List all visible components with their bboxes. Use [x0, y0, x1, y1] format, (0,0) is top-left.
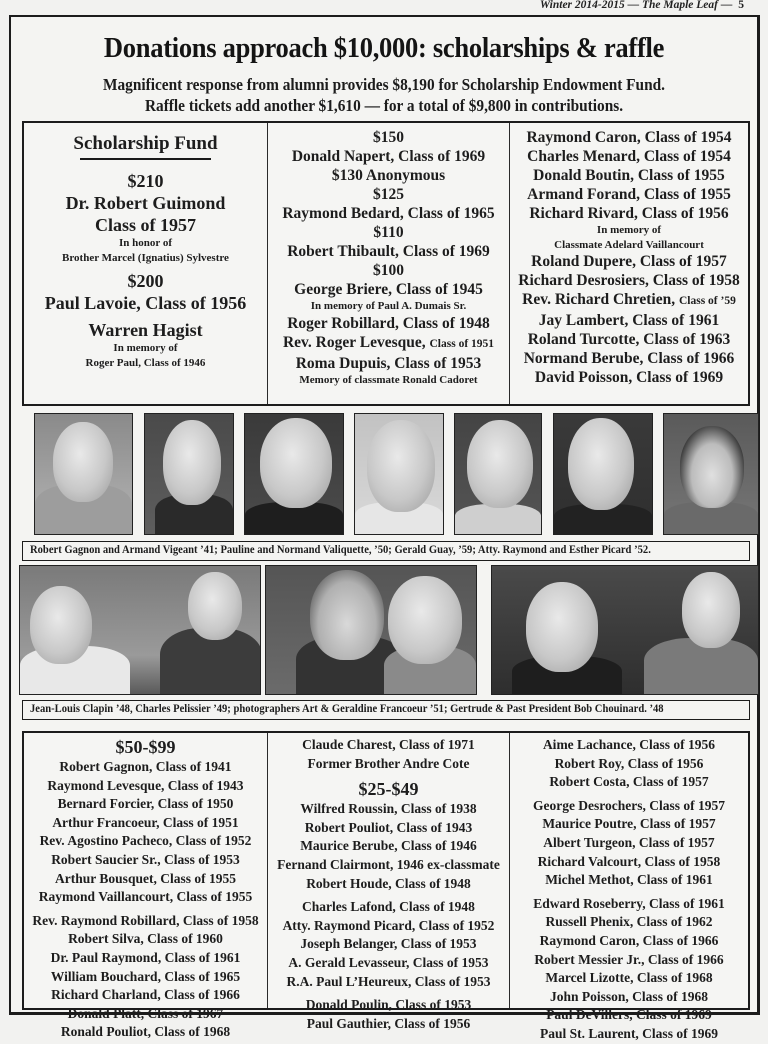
entry-text: Donald Napert, Class of 1969	[291, 148, 486, 165]
entry-text: Joseph Belanger, Class of 1953	[300, 936, 477, 952]
entry-text: Atty. Raymond Picard, Class of 1952	[282, 917, 495, 933]
dedication-note	[510, 223, 748, 238]
donor-entry	[268, 147, 509, 166]
entry-text: Richard Charland, Class of 1966	[51, 987, 240, 1003]
photo-row-1	[22, 413, 750, 535]
entry-text: Michel Methot, Class of 1961	[545, 872, 713, 888]
entry-text: Fernand Clairmont, 1946 ex-classmate	[277, 856, 500, 872]
donor-entry	[268, 819, 509, 838]
scholarship-col-1	[24, 123, 267, 404]
article-frame	[9, 15, 760, 1041]
entry-text: $100	[373, 262, 404, 279]
donor-entry	[510, 1025, 748, 1044]
entry-text: A. Gerald Levasseur, Class of 1953	[288, 954, 489, 970]
entry-text: Raymond Levesque, Class of 1943	[47, 777, 244, 793]
donor-entry	[510, 895, 748, 914]
donor-entry	[24, 832, 267, 851]
donor-guimond-class: Class of 1957	[94, 215, 196, 235]
photo-clapin-pelissier	[19, 565, 261, 695]
entry-text: $50-$99	[115, 737, 176, 757]
photo-row-2	[22, 565, 750, 695]
entry-text: Armand Forand, Class of 1955	[527, 186, 731, 203]
entry-text: Classmate Adelard Vaillancourt	[554, 238, 704, 251]
entry-text: Memory of classmate Ronald Cadoret	[299, 373, 478, 386]
entry-text: Paul DeVillers, Class of 1969	[546, 1007, 712, 1023]
entry-text: Bernard Forcier, Class of 1950	[57, 796, 234, 812]
dedication-note	[510, 238, 748, 253]
donor-col-3	[509, 733, 748, 1041]
running-head	[540, 0, 744, 11]
running-head-text: Winter 2014-2015 — The Maple Leaf —	[539, 0, 733, 11]
entry-text: Raymond Bedard, Class of 1965	[282, 205, 495, 222]
entry-text: Charles Lafond, Class of 1948	[302, 899, 475, 915]
scholarship-fund-box	[22, 121, 750, 406]
entry-text: Marcel Lizotte, Class of 1968	[545, 970, 713, 986]
title-rule	[80, 158, 211, 160]
entry-text: Former Brother Andre Cote	[307, 755, 470, 771]
donor-col-1	[24, 733, 267, 1040]
entry-text: Robert Silva, Class of 1960	[68, 931, 223, 947]
donor-entry	[510, 755, 748, 774]
donor-entry	[510, 166, 748, 185]
donor-entry	[510, 834, 748, 853]
donor-entry	[268, 736, 509, 755]
entry-text: Rev. Agostino Pacheco, Class of 1952	[39, 833, 252, 849]
amount-heading	[268, 223, 509, 242]
photo-esther-picard	[663, 413, 759, 535]
donor-entry	[268, 1015, 509, 1034]
photo-art-geraldine-francoeur	[265, 565, 477, 695]
donor-entry	[268, 800, 509, 819]
entry-text: Robert Costa, Class of 1957	[549, 774, 709, 790]
donor-entry	[24, 870, 267, 889]
entry-text: Edward Roseberry, Class of 1961	[533, 895, 725, 911]
honor-note: In honor of	[119, 237, 172, 249]
photo-robert-gagnon	[34, 413, 133, 535]
donor-entry	[24, 814, 267, 833]
entry-text: R.A. Paul L’Heureux, Class of 1953	[286, 973, 491, 989]
donor-col-2	[267, 733, 509, 1031]
donor-entry	[24, 930, 267, 949]
entry-text: In memory of Paul A. Dumais Sr.	[310, 300, 467, 312]
donor-entry	[268, 837, 509, 856]
amount-210: $210	[127, 171, 164, 191]
donor-entry	[24, 1005, 267, 1024]
donor-entry	[510, 969, 748, 988]
donor-entry	[268, 314, 509, 333]
caption-2-text: Jean-Louis Clapin ’48, Charles Pelissier ’49; photographers Art & Geraldine Francoeur ’51; Gertrude & Past President Bob Chouinard. ’48	[30, 703, 664, 715]
entry-text: Robert Houde, Class of 1948	[306, 875, 471, 891]
entry-text: Normand Berube, Class of 1966	[523, 350, 735, 367]
entry-text: Roland Dupere, Class of 1957	[531, 253, 727, 270]
entry-text: Roma Dupuis, Class of 1953	[295, 354, 482, 372]
amount-heading	[268, 261, 509, 280]
entry-text: Wilfred Roussin, Class of 1938	[300, 801, 477, 817]
entry-text: Paul St. Laurent, Class of 1969	[540, 1025, 718, 1041]
entry-text: Robert Gagnon, Class of 1941	[59, 759, 232, 774]
photo-armand-vigeant	[144, 413, 234, 535]
donor-entry	[268, 242, 509, 261]
scholarship-fund-title: Scholarship Fund	[73, 133, 218, 154]
donor-entry	[510, 815, 748, 834]
scholarship-col-3	[509, 123, 748, 404]
entry-text: $125	[373, 186, 404, 203]
donor-entry	[268, 856, 509, 875]
entry-text: Charles Menard, Class of 1954	[527, 148, 731, 165]
donor-entry	[268, 954, 509, 973]
donor-entry	[268, 755, 509, 774]
entry-text: Maurice Poutre, Class of 1957	[542, 816, 716, 832]
entry-text: Richard Desrosiers, Class of 1958	[518, 272, 740, 289]
donor-entry	[268, 354, 509, 373]
donor-entry	[24, 888, 267, 907]
entry-text: $130 Anonymous	[331, 167, 446, 184]
donor-entry	[510, 349, 748, 368]
entry-text: Rev. Raymond Robillard, Class of 1958	[32, 912, 259, 928]
entry-text: Robert Thibault, Class of 1969	[287, 243, 490, 260]
donor-entry	[510, 853, 748, 872]
donor-entry	[24, 1023, 267, 1042]
entry-text: Claude Charest, Class of 1971	[302, 737, 475, 752]
entry-text: Robert Roy, Class of 1956	[554, 755, 704, 771]
donor-entry	[510, 871, 748, 890]
donor-entry	[510, 913, 748, 932]
entry-text: John Poisson, Class of 1968	[550, 988, 708, 1004]
donor-entry	[510, 147, 748, 166]
deck-line-2: Raffle tickets add another $1,610 — for a total of $9,800 in contributions.	[144, 96, 624, 115]
entry-text: Robert Messier Jr., Class of 1966	[534, 951, 724, 967]
entry-text: William Bouchard, Class of 1965	[50, 968, 241, 984]
donor-entry	[268, 917, 509, 936]
donor-entry	[268, 280, 509, 299]
entry-text: Paul Gauthier, Class of 1956	[306, 1015, 471, 1031]
entry-text: Robert Pouliot, Class of 1943	[304, 819, 473, 835]
entry-text: Robert Saucier Sr., Class of 1953	[51, 851, 240, 867]
donor-entry	[24, 968, 267, 987]
donor-hagist: Warren Hagist	[88, 320, 203, 340]
donor-entry	[510, 1006, 748, 1025]
page-number: 5	[738, 0, 744, 11]
donor-guimond: Dr. Robert Guimond	[65, 193, 226, 213]
entry-text: David Poisson, Class of 1969	[534, 369, 724, 386]
entry-text: Albert Turgeon, Class of 1957	[543, 834, 715, 850]
donor-entry	[24, 795, 267, 814]
amount-200: $200	[127, 271, 164, 291]
entry-text: $25-$49	[358, 779, 419, 800]
entry-text: $150	[373, 129, 404, 146]
dedication-note	[268, 299, 509, 314]
entry-text: Ronald Pouliot, Class of 1968	[60, 1024, 231, 1040]
headline: Donations approach $10,000: scholarships & raffle	[103, 33, 665, 64]
donor-entry	[24, 949, 267, 968]
entry-text: George Desrochers, Class of 1957	[532, 797, 726, 813]
amount-heading	[24, 736, 267, 758]
photo-caption-2	[22, 700, 750, 720]
amount-heading	[268, 128, 509, 147]
entry-text: Raymond Caron, Class of 1954	[526, 129, 732, 146]
entry-text: Raymond Caron, Class of 1966	[539, 932, 719, 948]
photo-raymond-picard	[553, 413, 653, 535]
donor-lavoie: Paul Lavoie, Class of 1956	[44, 293, 247, 313]
donor-entry	[268, 875, 509, 894]
donor-entry	[24, 777, 267, 796]
entry-text: $110	[373, 224, 404, 241]
caption-1-text: Robert Gagnon and Armand Vigeant ’41; Pauline and Normand Valiquette, ’50; Gerald Guay, ’59; Atty. Raymond and Esther Picard ’52.	[30, 544, 651, 556]
donor-entry	[24, 986, 267, 1005]
donor-entry	[510, 204, 748, 223]
donor-entry	[510, 252, 748, 271]
donor-entry	[268, 898, 509, 917]
donor-entry	[510, 932, 748, 951]
entry-text: Richard Valcourt, Class of 1958	[537, 853, 721, 869]
entry-text: Russell Phenix, Class of 1962	[545, 914, 713, 930]
entry-class-suffix: Class of ’59	[678, 295, 736, 307]
donor-entry	[510, 185, 748, 204]
photo-gertrude-bob-chouinard	[491, 565, 759, 695]
donor-entry	[24, 912, 267, 931]
donor-entry	[510, 797, 748, 816]
donor-entry	[268, 204, 509, 223]
scholarship-col-2	[267, 123, 509, 404]
deck-line-1: Magnificent response from alumni provides $8,190 for Scholarship Endowment Fund.	[102, 75, 665, 94]
donor-entry	[268, 935, 509, 954]
donor-entry	[510, 311, 748, 330]
entry-text: Roger Robillard, Class of 1948	[287, 314, 490, 332]
entry-text: Maurice Berube, Class of 1946	[300, 838, 477, 854]
donor-entry	[268, 333, 509, 354]
amount-heading	[268, 166, 509, 185]
entry-text: Arthur Bousquet, Class of 1955	[55, 870, 236, 886]
memory-note: In memory of	[113, 342, 178, 354]
entry-text: Raymond Vaillancourt, Class of 1955	[38, 889, 253, 905]
donor-entry	[24, 758, 267, 777]
entry-text: George Briere, Class of 1945	[294, 281, 483, 298]
donor-entry	[510, 330, 748, 349]
photo-caption-1	[22, 541, 750, 561]
entry-text: Dr. Paul Raymond, Class of 1961	[50, 949, 241, 965]
entry-text: Donald Poulin, Class of 1953	[305, 997, 472, 1013]
donor-entry	[268, 996, 509, 1015]
donor-entry	[510, 368, 748, 387]
amount-heading	[268, 185, 509, 204]
donor-entry	[510, 951, 748, 970]
entry-text: Jay Lambert, Class of 1961	[538, 312, 720, 329]
photo-gerald-guay	[454, 413, 542, 535]
entry-text: Donald Platt, Class of 1967	[67, 1005, 224, 1021]
entry-text: Richard Rivard, Class of 1956	[529, 205, 729, 222]
entry-text: Donald Boutin, Class of 1955	[533, 167, 725, 184]
entry-text: In memory of	[596, 224, 662, 236]
amount-heading	[268, 778, 509, 800]
donor-entry	[510, 290, 748, 311]
entry-text: Rev. Richard Chretien,	[522, 291, 676, 308]
dedication-note	[268, 373, 509, 388]
entry-class-suffix: Class of 1951	[429, 337, 495, 350]
photo-pauline-valiquette	[244, 413, 344, 535]
donor-list-box	[22, 731, 750, 1041]
entry-text: Roland Turcotte, Class of 1963	[527, 331, 731, 348]
entry-text: Arthur Francoeur, Class of 1951	[52, 814, 239, 830]
donor-entry	[510, 988, 748, 1007]
memory-note-name: Roger Paul, Class of 1946	[85, 356, 206, 369]
donor-entry	[268, 973, 509, 992]
entry-text: Rev. Roger Levesque,	[282, 333, 426, 351]
donor-entry	[510, 271, 748, 290]
photo-normand-valiquette	[354, 413, 444, 535]
honor-note-name: Brother Marcel (Ignatius) Sylvestre	[62, 251, 229, 264]
entry-text: Aime Lachance, Class of 1956	[542, 737, 716, 752]
donor-entry	[24, 851, 267, 870]
donor-entry	[510, 736, 748, 755]
donor-entry	[510, 773, 748, 792]
donor-entry	[510, 128, 748, 147]
